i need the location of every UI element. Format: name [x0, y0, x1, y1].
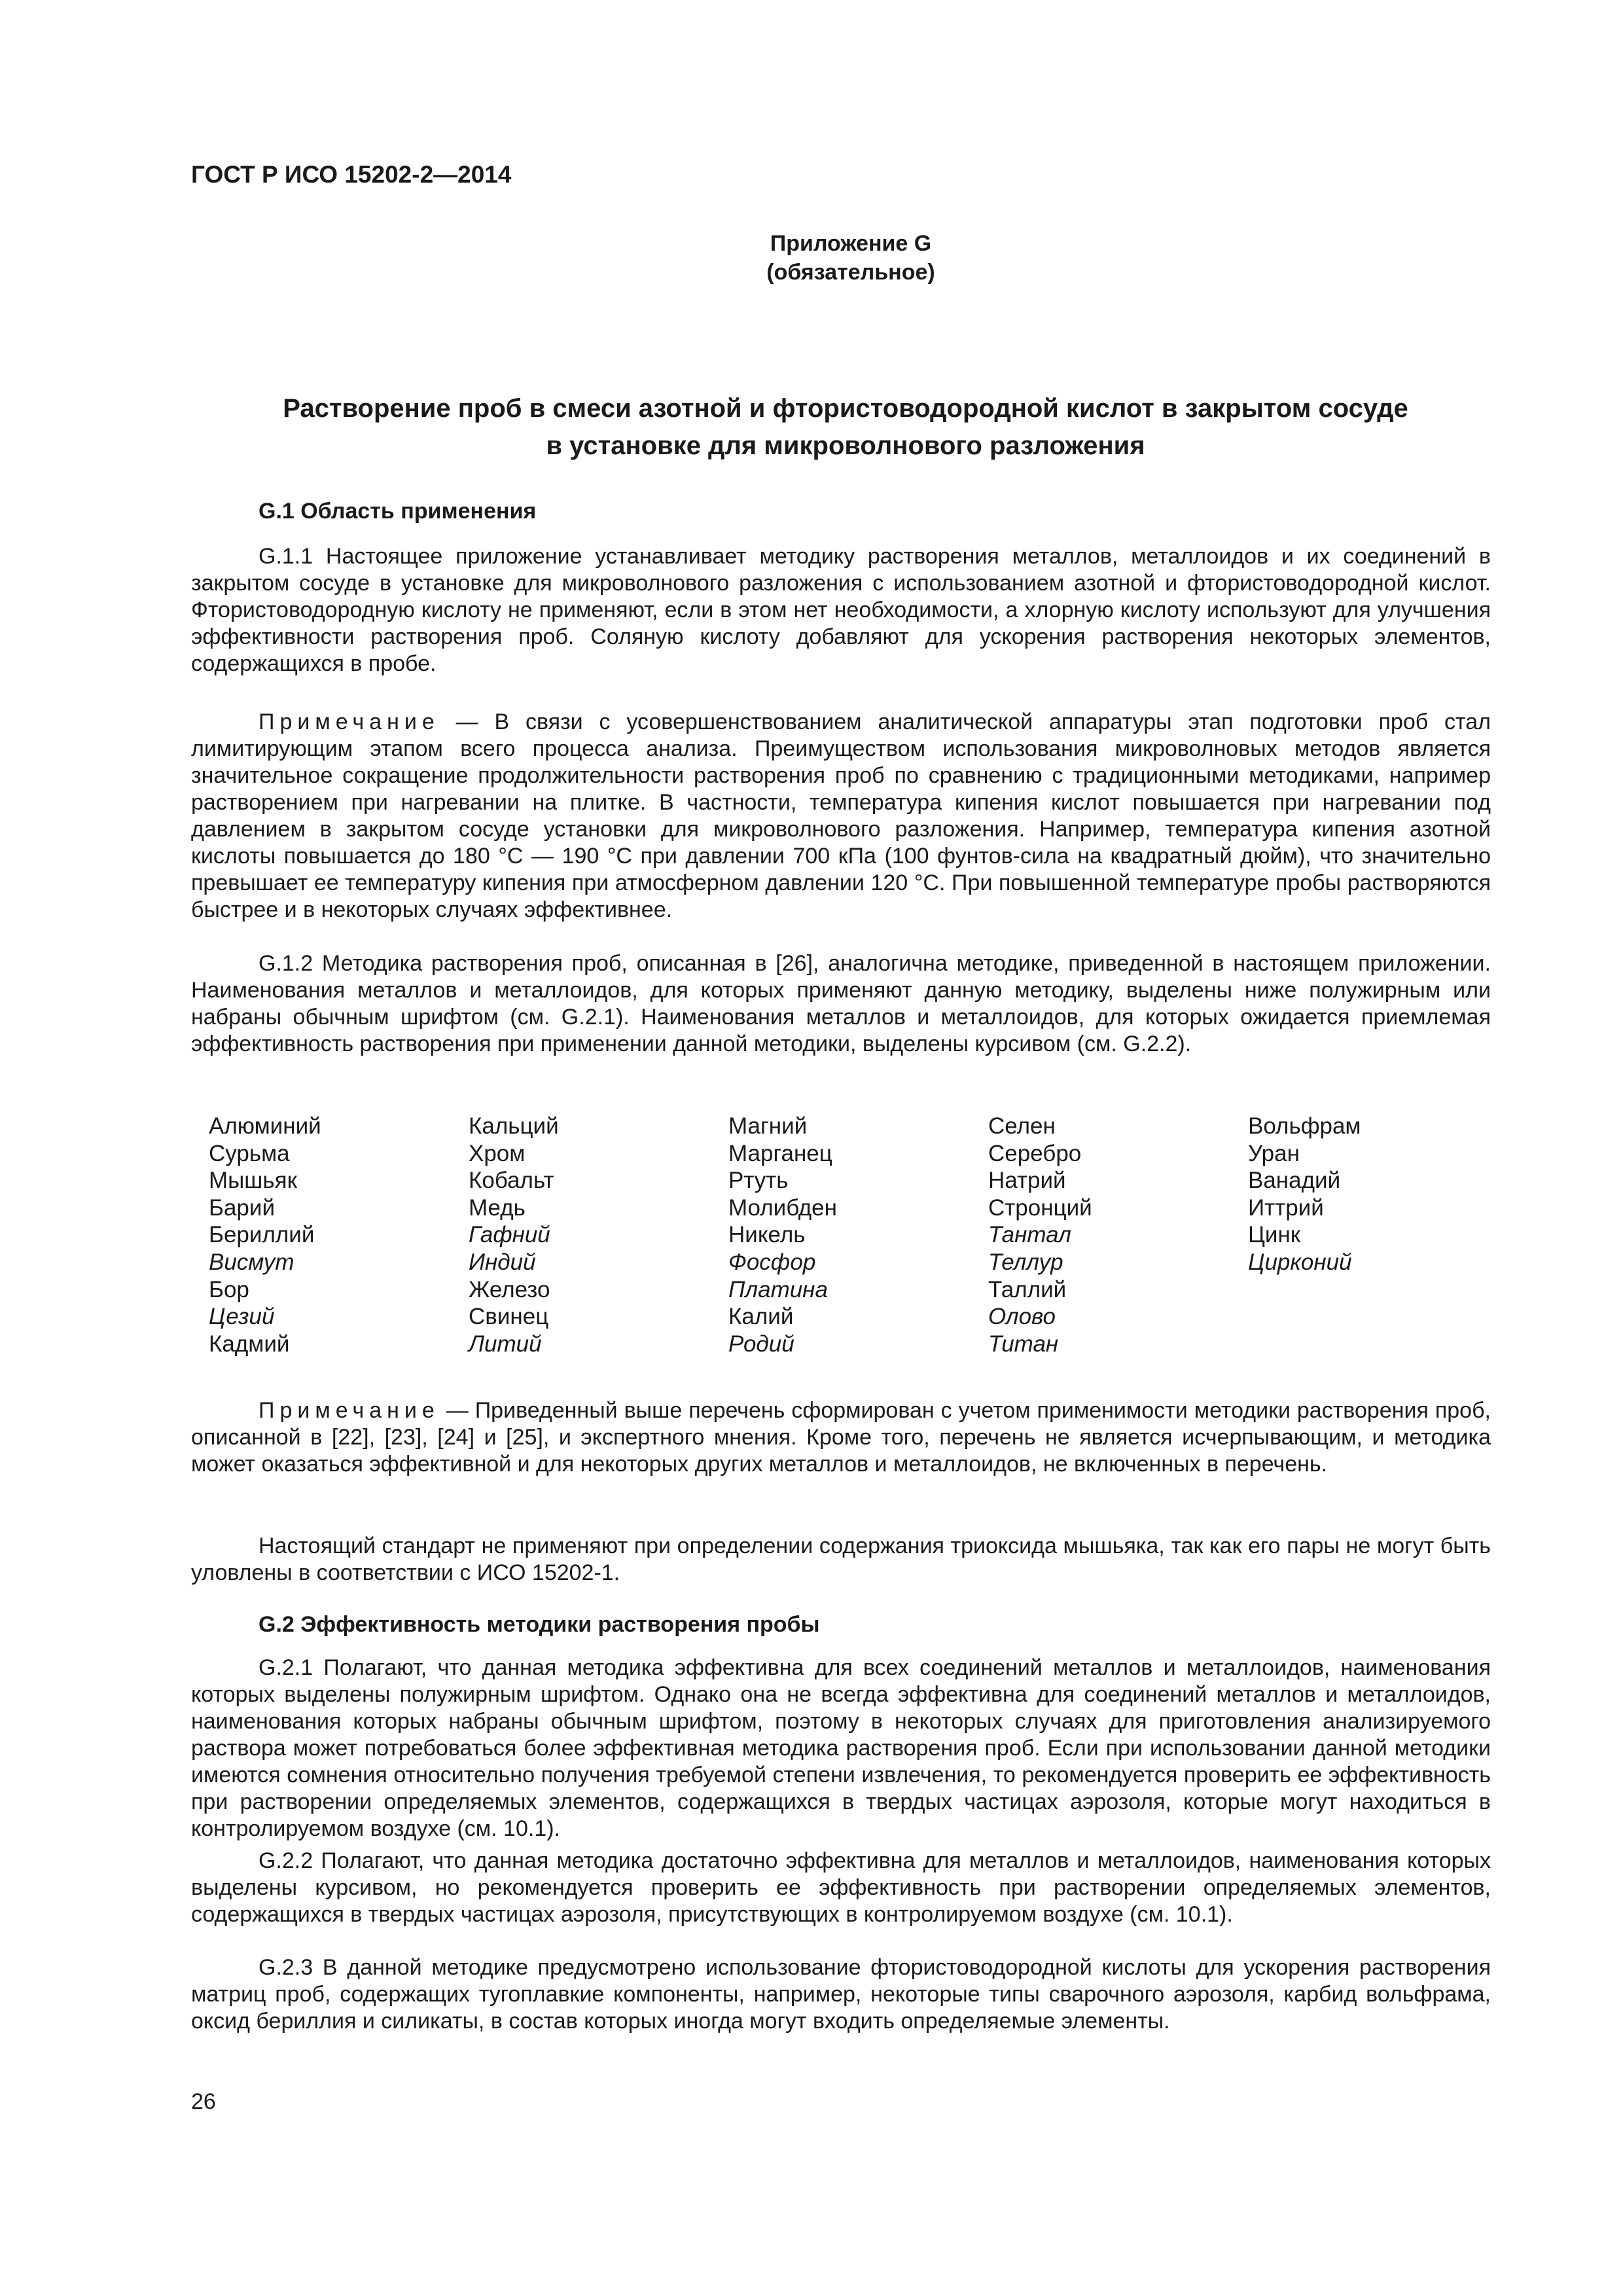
paragraph-scope-exclusion: Настоящий стандарт не применяют при определении содержания триоксида мышьяка, так как его пары не могут быть уловлены в соответствии с ИСО 15202-1. — [191, 1534, 1491, 1585]
annex-title-line-2: в установке для микроволнового разложения — [546, 431, 1145, 460]
element-column-4 — [988, 1113, 1237, 1357]
note-2-label: Примечание — [259, 1398, 440, 1423]
paragraph-g-2-3: G.2.3 В данной методике предусмотрено использование фтористоводородной кислоты для ускорения растворения матриц проб, содержащих тугоплавкие компоненты, например, некоторые типы сварочного аэрозоля, карбид вольфрама, оксид бериллия и силикаты, в состав которых иногда могут входить определяемые элементы. — [191, 1955, 1491, 2034]
element-name: Тантал — [988, 1222, 1071, 1248]
element-name: Свинец — [469, 1304, 549, 1330]
element-name: Натрий — [988, 1168, 1066, 1194]
element-name: Селен — [988, 1113, 1056, 1139]
note-1 — [191, 709, 1491, 924]
element-column-2 — [469, 1113, 717, 1357]
element-name: Титан — [988, 1331, 1059, 1357]
note-1-text: — В связи с усовершенствованием аналитической аппаратуры этап подготовки проб стал лимитирующим этапом всего процесса анализа. Преимуществом использования микроволновых методов является значительное сокращение продолжительности растворения проб по сравнению с традиционными методиками, например растворением при нагревании на плитке. В частности, температура кипения кислот повышается при нагревании под давлением в закрытом сосуде установки для микроволнового разложения. Например, температура кипения азотной кислоты повышается до 180 °С — 190 °С при давлении 700 кПа (100 фунтов-сила на квадратный дюйм), что значительно превышает ее температуру кипения при атмосферном давлении 120 °С. При повышенной температуре пробы растворяются быстрее и в некоторых случаях эффективнее. — [191, 709, 1491, 922]
element-column-5 — [1248, 1113, 1497, 1276]
note-2 — [191, 1397, 1491, 1478]
paragraph-g-2-1: G.2.1 Полагают, что данная методика эффективна для всех соединений металлов и металлоидов, наименования которых выделены полужирным шрифтом. Однако она не всегда эффективна для соединений металлов и металлоидов, наименования которых набраны обычным шрифтом, поэтому в некоторых случаях для приготовления анализируемого раствора может потребоваться более эффективная методика растворения проб. Если при использовании данной методики имеются сомнения относительно получения требуемой степени извлечения, то рекомендуется проверить ее эффективность при растворении определяемых элементов, содержащихся в твердых частицах аэрозоля, которые могут находиться в контролируемом воздухе (см. 10.1). — [191, 1655, 1491, 1841]
element-name: Алюминий — [209, 1113, 321, 1139]
element-name: Фосфор — [728, 1249, 816, 1275]
element-name: Бор — [209, 1276, 249, 1302]
element-name: Гафний — [469, 1222, 550, 1248]
element-name: Ртуть — [728, 1168, 789, 1194]
element-name: Никель — [728, 1222, 806, 1248]
element-name: Кобальт — [469, 1168, 554, 1194]
element-name: Серебро — [988, 1140, 1082, 1166]
element-name: Стронций — [988, 1194, 1092, 1221]
element-column-1 — [209, 1113, 457, 1357]
element-column-3 — [728, 1113, 977, 1357]
element-name: Иттрий — [1248, 1194, 1324, 1221]
element-name: Олово — [988, 1304, 1056, 1330]
element-name: Калий — [728, 1304, 794, 1330]
section-heading-g2: G.2 Эффективность методики растворения пробы — [259, 1612, 820, 1637]
element-name: Марганец — [728, 1140, 832, 1166]
element-name: Кадмий — [209, 1331, 290, 1357]
element-name: Литий — [469, 1331, 542, 1357]
element-name: Сурьма — [209, 1140, 290, 1166]
element-name: Хром — [469, 1140, 526, 1166]
element-name: Ванадий — [1248, 1168, 1341, 1194]
element-name: Цинк — [1248, 1222, 1301, 1248]
page-number: 26 — [191, 2089, 216, 2114]
annex-title — [191, 390, 1500, 465]
element-name: Цезий — [209, 1304, 275, 1330]
element-name: Индий — [469, 1249, 536, 1275]
paragraph-g-1-2: G.1.2 Методика растворения проб, описанная в [26], аналогична методике, приведенной в настоящем приложении. Наименования металлов и металлоидов, для которых применяют данную методику, выделены ниже полужирным или набраны обычным шрифтом (см. G.2.1). Наименования металлов и металлоидов, для которых ожидается приемлемая эффективность растворения при применении данной методики, выделены курсивом (см. G.2.2). — [191, 951, 1491, 1056]
element-name: Железо — [469, 1276, 550, 1302]
document-code: ГОСТ Р ИСО 15202-2—2014 — [191, 161, 512, 188]
element-name: Барий — [209, 1194, 276, 1221]
element-name: Магний — [728, 1113, 808, 1139]
section-heading-g1: G.1 Область применения — [259, 499, 537, 524]
paragraph-g-2-2: G.2.2 Полагают, что данная методика достаточно эффективна для металлов и металлоидов, наименования которых выделены курсивом, но рекомендуется проверить ее эффективность при растворении определяемых элементов, содержащихся в твердых частицах аэрозоля, присутствующих в контролируемом воздухе (см. 10.1). — [191, 1848, 1491, 1927]
element-name: Теллур — [988, 1249, 1063, 1275]
element-name: Кальций — [469, 1113, 559, 1139]
element-name: Бериллий — [209, 1222, 315, 1248]
annex-label: Приложение G — [770, 231, 932, 256]
annex-title-line-1: Растворение проб в смеси азотной и фтористоводородной кислот в закрытом сосуде — [283, 394, 1408, 423]
element-name: Уран — [1248, 1140, 1300, 1166]
element-name: Таллий — [988, 1276, 1067, 1302]
element-name: Вольфрам — [1248, 1113, 1361, 1139]
element-name: Цирконий — [1248, 1249, 1352, 1275]
element-name: Молибден — [728, 1194, 837, 1221]
element-name: Платина — [728, 1276, 828, 1302]
element-name: Мышьяк — [209, 1168, 297, 1194]
element-name: Медь — [469, 1194, 526, 1221]
element-name: Родий — [728, 1331, 794, 1357]
annex-status: (обязательное) — [766, 260, 935, 285]
element-name: Висмут — [209, 1249, 294, 1275]
paragraph-g-1-1: G.1.1 Настоящее приложение устанавливает методику растворения металлов, металлоидов и их соединений в закрытом сосуде в установке для микроволнового разложения с использованием азотной и фтористоводородной кислот. Фтористоводородную кислоту не применяют, если в этом нет необходимости, а хлорную кислоту используют для улучшения эффективности растворения проб. Соляную кислоту добавляют для ускорения растворения некоторых элементов, содержащихся в пробе. — [191, 544, 1491, 676]
note-1-label: Примечание — [259, 709, 440, 734]
note-2-text: — Приведенный выше перечень сформирован с учетом применимости методики растворения проб, описанной в [22], [23], [24] и [25], и экспертного мнения. Кроме того, перечень не является исчерпывающим, и методика может оказаться эффективной и для некоторых других металлов и металлоидов, не включенных в перечень. — [191, 1398, 1491, 1477]
